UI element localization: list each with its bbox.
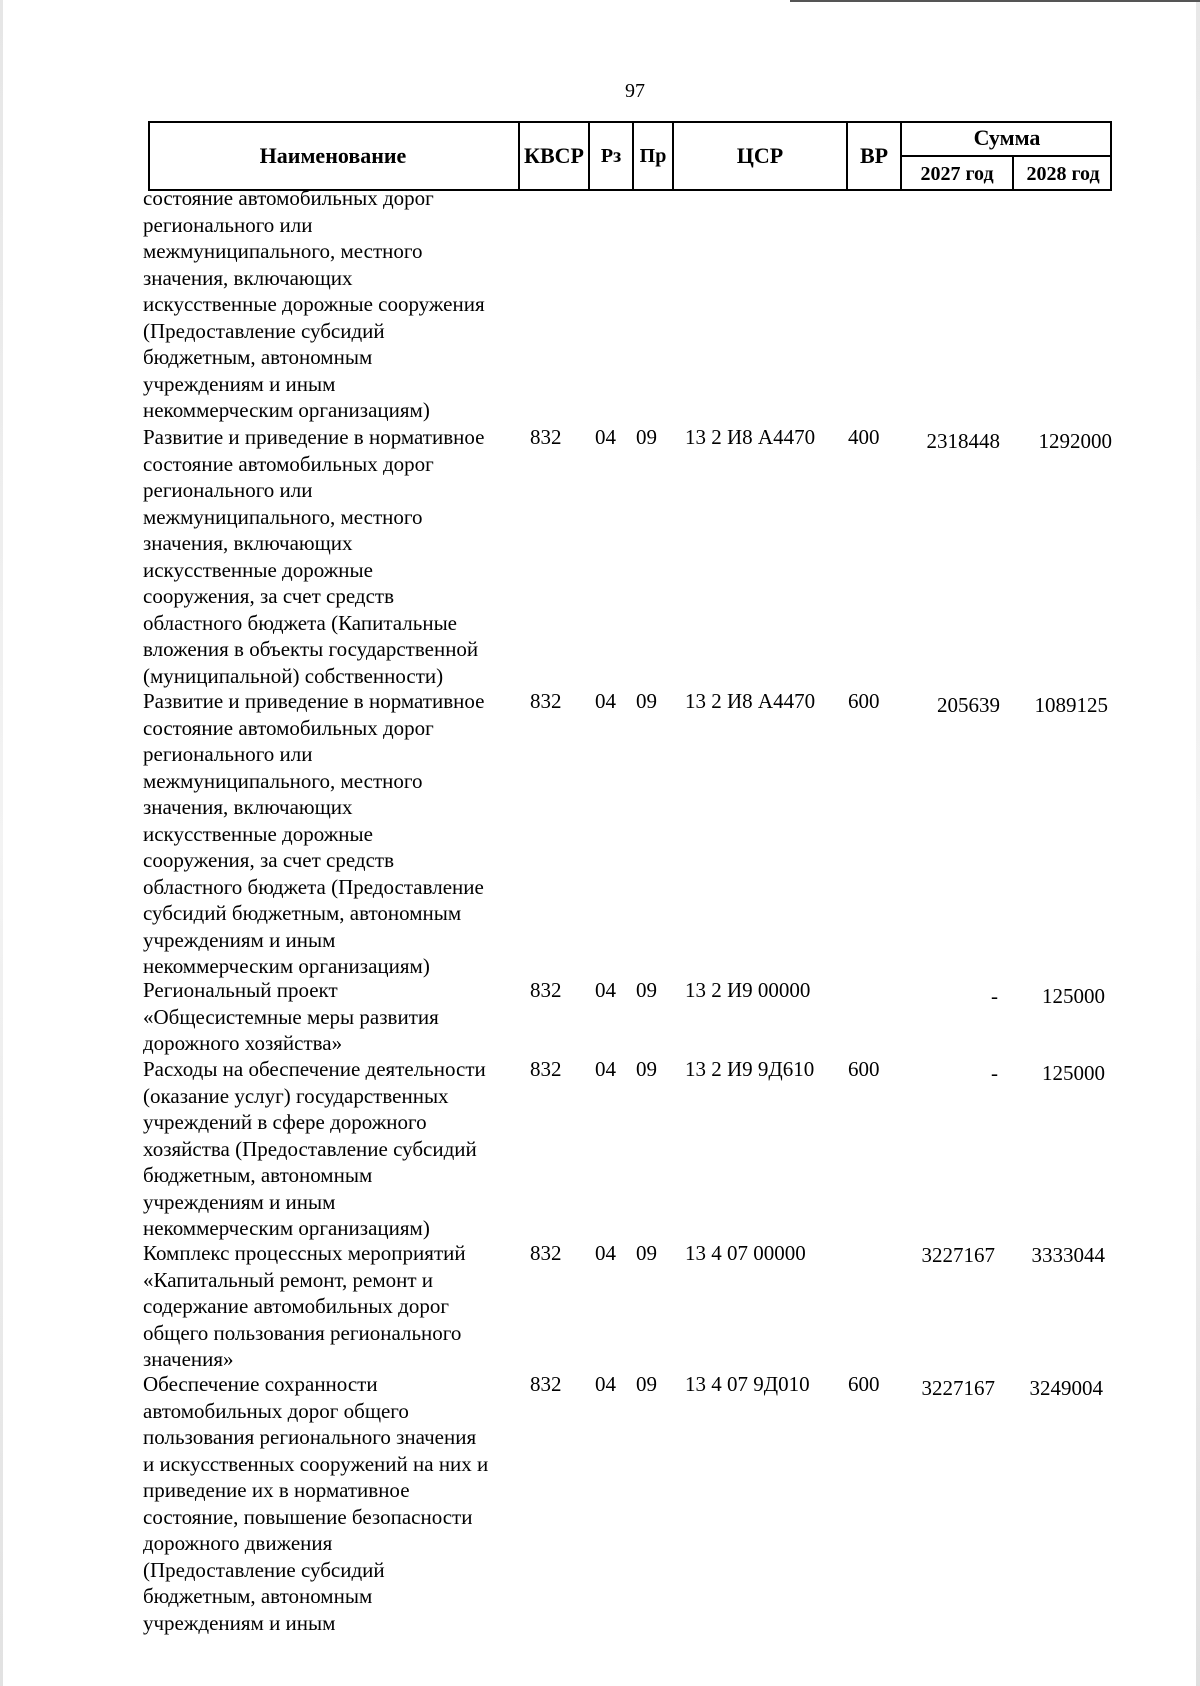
row-name (143, 1371, 513, 1636)
row-name (143, 1240, 513, 1373)
row-name-line: межмуниципального, местного (143, 504, 423, 529)
row-rz: 04 (595, 1372, 616, 1396)
row-name-line: значения, включающих (143, 265, 353, 290)
header-csr: ЦСР (736, 143, 784, 168)
row-name-line: состояние, повышение безопасности (143, 1504, 473, 1529)
row-name-line: состояние автомобильных дорог (143, 451, 434, 476)
row-name-line: «Общесистемные меры развития (143, 1004, 439, 1029)
header-year-2027: 2027 год (920, 162, 994, 185)
row-name-line: сооружения, за счет средств (143, 848, 394, 872)
header-vr: ВР (859, 143, 889, 168)
row-name (143, 1056, 513, 1242)
row-name-line: учреждениям и иным (143, 1610, 336, 1635)
row-pr: 09 (636, 1372, 657, 1396)
row-name-line: искусственные дорожные (143, 557, 373, 582)
row-amount-2027: - (991, 1061, 998, 1085)
row-pr: 09 (636, 978, 657, 1002)
row-name-line: состояние автомобильных дорог (143, 186, 434, 210)
row-kvsr: 832 (530, 425, 562, 449)
row-amount-2027: - (991, 984, 998, 1008)
row-name-line: бюджетным, автономным (143, 1584, 373, 1608)
row-kvsr: 832 (530, 689, 562, 713)
row-name-line: вложения в объекты государственной (143, 637, 479, 661)
row-name-line: областного бюджета (Предоставление (143, 874, 484, 899)
row-csr: 13 2 И9 00000 (685, 978, 811, 1002)
header-year-2028: 2028 год (1026, 162, 1100, 185)
row-amount-2028: 125000 (1042, 984, 1105, 1008)
row-name-line: учреждениям и иным (143, 1189, 336, 1214)
row-vr: 600 (848, 1057, 880, 1081)
row-name-line: состояние автомобильных дорог (143, 715, 434, 740)
row-name-line: Региональный проект (143, 978, 338, 1002)
row-name-line: содержание автомобильных дорог (143, 1294, 449, 1318)
row-csr: 13 4 07 00000 (685, 1241, 806, 1265)
row-name-line: регионального или (143, 478, 313, 502)
row-name-line: приведение их в нормативное (143, 1478, 410, 1502)
row-vr: 600 (848, 1372, 880, 1396)
row-name-line: учреждениям и иным (143, 927, 336, 952)
row-name-line: бюджетным, автономным (143, 1163, 373, 1187)
row-rz: 04 (595, 978, 616, 1002)
scan-edge-left (0, 0, 3, 1686)
row-name (143, 424, 513, 689)
row-rz: 04 (595, 1057, 616, 1081)
row-name-line: «Капитальный ремонт, ремонт и (143, 1267, 434, 1292)
row-name-line: Обеспечение сохранности (143, 1372, 378, 1396)
row-name-line: значения, включающих (143, 795, 353, 819)
row-name-line: некоммерческим организациям) (143, 954, 430, 978)
row-name-line: общего пользования регионального (143, 1320, 462, 1345)
row-amount-2027: 3227167 (921, 1376, 995, 1400)
row-amount-2028: 3333044 (1031, 1243, 1105, 1267)
row-name-line: (оказание услуг) государственных (143, 1083, 449, 1108)
row-kvsr: 832 (530, 1241, 562, 1265)
top-border-line (790, 0, 1200, 2)
row-name-line: регионального или (143, 212, 313, 237)
row-name-line: значения, включающих (143, 531, 353, 555)
scan-edge-right (1196, 0, 1200, 1686)
row-vr: 400 (848, 425, 880, 449)
row-name-line: (Предоставление субсидий (143, 318, 385, 343)
row-kvsr: 832 (530, 1372, 562, 1396)
row-name-line: автомобильных дорог общего (143, 1398, 409, 1423)
row-name-line: субсидий бюджетным, автономным (143, 901, 462, 925)
row-amount-2028: 1089125 (1034, 693, 1108, 717)
row-vr: 600 (848, 689, 880, 713)
row-name-line: сооружения, за счет средств (143, 584, 394, 608)
row-pr: 09 (636, 425, 657, 449)
table-header (148, 121, 1112, 191)
row-name-line: (Предоставление субсидий (143, 1557, 385, 1582)
row-name (143, 977, 513, 1057)
page-number: 97 (625, 80, 645, 102)
header-name: Наименование (259, 143, 407, 168)
row-rz: 04 (595, 425, 616, 449)
row-pr: 09 (636, 1241, 657, 1265)
row-name-line: Комплекс процессных мероприятий (143, 1241, 466, 1265)
row-name-line: некоммерческим организациям) (143, 398, 430, 422)
row-rz: 04 (595, 1241, 616, 1265)
row-amount-2027: 205639 (937, 693, 1000, 717)
row-name-line: регионального или (143, 742, 313, 766)
row-name-line: дорожного движения (143, 1531, 333, 1555)
row-name-line: дорожного хозяйства» (143, 1031, 343, 1055)
row-name-line: пользования регионального значения (143, 1425, 477, 1449)
header-sum: Сумма (973, 125, 1041, 150)
row-name-line: учреждений в сфере дорожного (143, 1110, 427, 1134)
row-name-line: межмуниципального, местного (143, 768, 423, 793)
row-name-line: межмуниципального, местного (143, 239, 423, 263)
row-name-line: Расходы на обеспечение деятельности (143, 1057, 486, 1081)
row-name-line: Развитие и приведение в нормативное (143, 425, 485, 449)
row-kvsr: 832 (530, 978, 562, 1002)
row-amount-2028: 1292000 (1038, 429, 1112, 453)
header-pr: Пр (639, 144, 667, 167)
row-csr: 13 4 07 9Д010 (685, 1372, 810, 1396)
row-name-line: областного бюджета (Капитальные (143, 610, 457, 635)
row-amount-2027: 2318448 (926, 429, 1000, 453)
row-pr: 09 (636, 1057, 657, 1081)
row-kvsr: 832 (530, 1057, 562, 1081)
row-name-line: и искусственных сооружений на них и (143, 1451, 489, 1476)
row-csr: 13 2 И8 А4470 (685, 689, 816, 713)
row-name-line: некоммерческим организациям) (143, 1216, 430, 1240)
header-kvsr: КВСР (524, 143, 584, 168)
row-name-line: бюджетным, автономным (143, 345, 373, 369)
row-pr: 09 (636, 689, 657, 713)
row-name-line: искусственные дорожные сооружения (143, 292, 485, 316)
row-amount-2028: 125000 (1042, 1061, 1105, 1085)
row-name (143, 688, 513, 980)
header-rz: Рз (600, 144, 622, 167)
row-name-line: хозяйства (Предоставление субсидий (143, 1136, 477, 1161)
row-name-line: Развитие и приведение в нормативное (143, 689, 485, 713)
row-name-line: значения» (143, 1347, 234, 1371)
row-rz: 04 (595, 689, 616, 713)
row-amount-2028: 3249004 (1029, 1376, 1103, 1400)
row-name-line: учреждениям и иным (143, 371, 336, 396)
row-csr: 13 2 И9 9Д610 (685, 1057, 815, 1081)
row-amount-2027: 3227167 (921, 1243, 995, 1267)
row-name-line: (муниципальной) собственности) (143, 663, 444, 688)
row-name-line: искусственные дорожные (143, 821, 373, 846)
row-csr: 13 2 И8 А4470 (685, 425, 816, 449)
row-name (143, 185, 513, 424)
